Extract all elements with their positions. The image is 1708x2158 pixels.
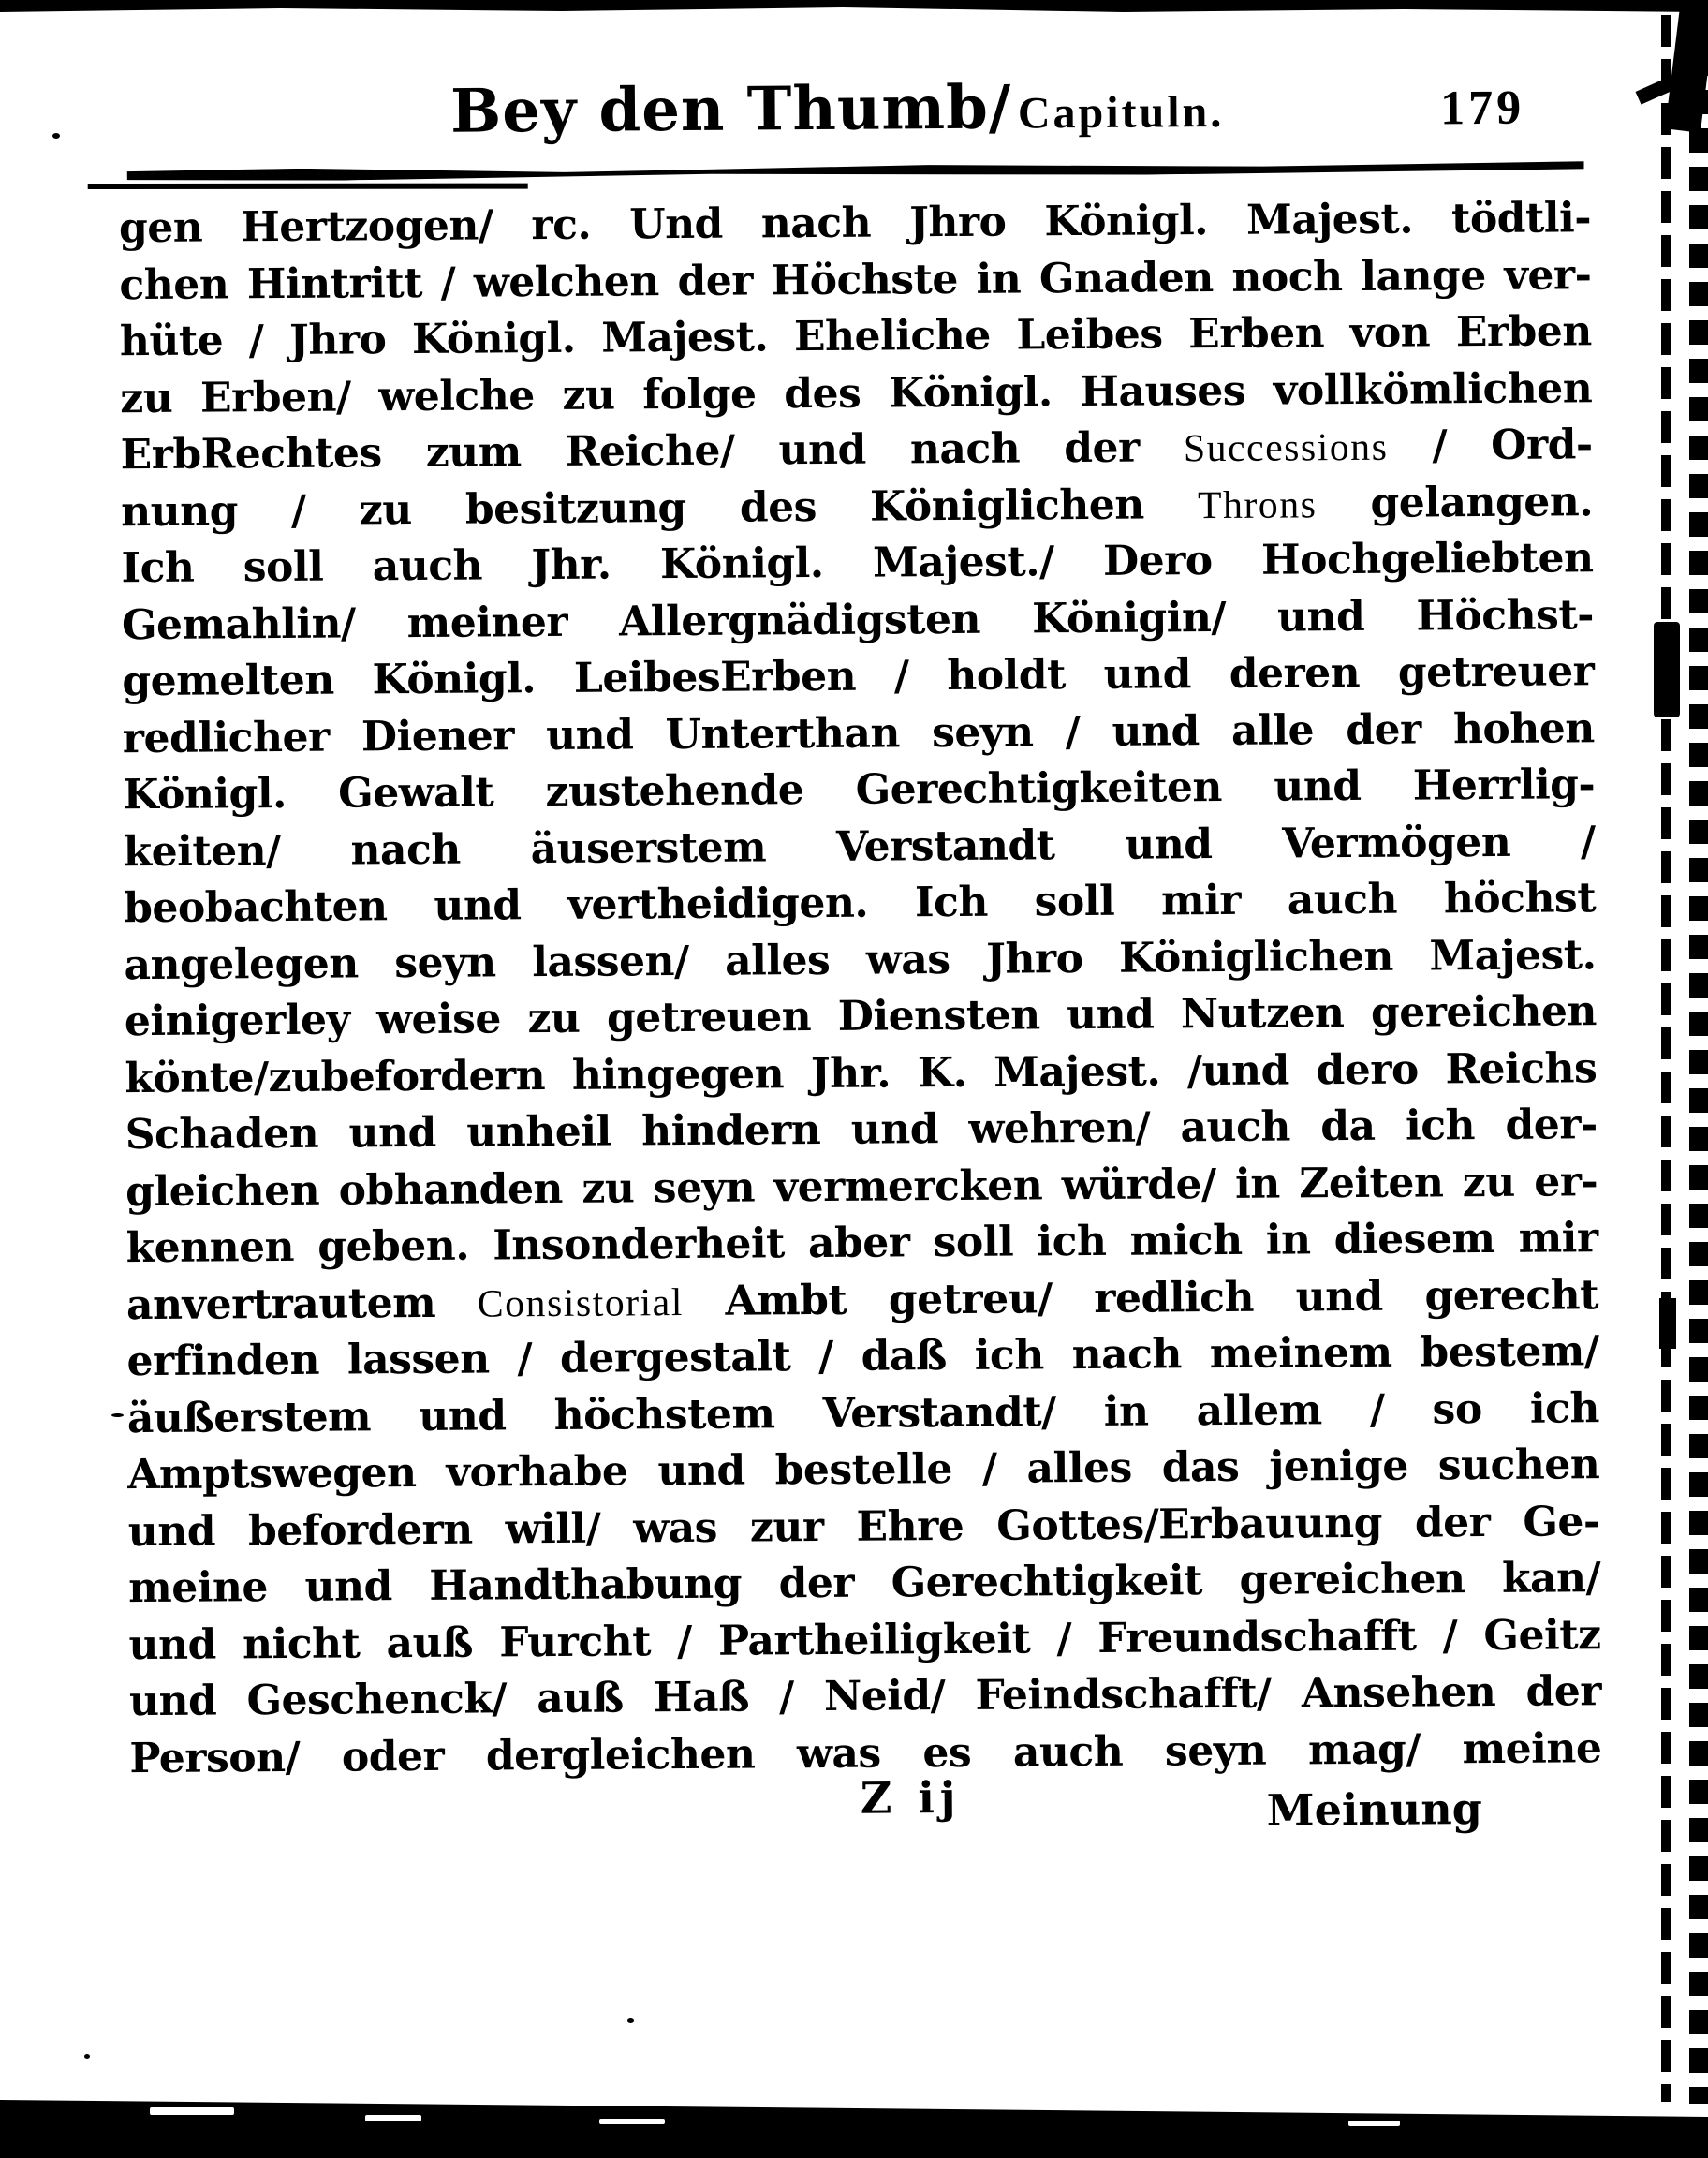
catchword: Meinung — [1266, 1783, 1483, 1836]
fraktur-segment: Königl. Gewalt zustehende Gerechtigkeiten und Herrlig- — [123, 761, 1596, 820]
fraktur-segment: angelegen seyn lassen/ alles was Jhro Königlichen Majest. — [124, 930, 1597, 989]
fraktur-segment: gleichen obhanden zu seyn vermercken würde/ in Zeiten zu er- — [125, 1157, 1598, 1216]
text-line-26 — [128, 1607, 1600, 1674]
fraktur-segment: gelangen. — [1317, 477, 1594, 527]
fraktur-segment: nung / zu besitzung des Königlichen — [120, 480, 1199, 536]
fraktur-segment: einigerley weise zu getreuen Diensten und Nutzen gereichen — [124, 987, 1598, 1046]
fraktur-segment: erfinden lassen / dergestalt / daß ich nach meinem bestem/ — [126, 1327, 1599, 1386]
fraktur-segment: Amptswegen vorhabe und bestelle / alles das jenige suchen — [127, 1441, 1600, 1500]
text-line-9 — [122, 643, 1594, 710]
header-rule — [127, 159, 1584, 182]
fraktur-segment: hüte / Jhro Königl. Majest. Eheliche Leibes Erben von Erben — [119, 307, 1593, 366]
fraktur-segment: redlicher Diener und Unterthan seyn / und alle der hohen — [122, 703, 1595, 762]
text-line-1 — [119, 190, 1591, 257]
fraktur-segment: Ich soll auch Jhr. Königl. Majest./ Dero Hochgeliebten — [121, 534, 1594, 593]
antiqua-segment: Consistorial — [477, 1280, 684, 1326]
paper-speck — [150, 2107, 234, 2115]
paper-speck — [599, 2119, 665, 2124]
fraktur-segment: Person/ oder dergleichen was es auch seyn mag/ meine — [129, 1723, 1602, 1782]
text-line-15 — [125, 983, 1597, 1050]
text-line-22 — [127, 1381, 1599, 1447]
text-line-5 — [121, 417, 1593, 483]
fraktur-segment: äußerstem und höchstem Verstandt/ in allem / so ich — [126, 1383, 1600, 1442]
text-line-7 — [121, 530, 1593, 597]
text-line-21 — [126, 1323, 1598, 1390]
fraktur-segment: Gemahlin/ meiner Allergnädigsten Königin/ und Höchst- — [121, 590, 1595, 649]
text-line-4 — [120, 361, 1592, 427]
fraktur-segment: und befordern will/ was zur Ehre Gottes/Erbauung der Ge- — [127, 1497, 1600, 1556]
running-head-title-antiqua: Capituln. — [1017, 86, 1225, 139]
text-line-23 — [127, 1437, 1599, 1503]
fraktur-segment: chen Hintritt / welchen der Höchste in Gnaden noch lange ver- — [119, 250, 1592, 309]
text-line-2 — [119, 247, 1591, 314]
signature-mark: Z ij — [860, 1771, 962, 1824]
signature-row — [130, 1767, 1603, 1862]
text-line-17 — [125, 1097, 1598, 1163]
running-head — [450, 71, 1225, 147]
fraktur-segment: Schaden und unheil hindern und wehren/ auch da ich der- — [125, 1101, 1598, 1160]
running-head-title: Bey den Thumb/ — [449, 72, 1012, 147]
text-line-6 — [121, 474, 1593, 540]
fraktur-segment: meine und Handthabung der Gerechtigkeit gereichen kan/ — [127, 1554, 1601, 1613]
fraktur-segment: und Geschenck/ auß Haß / Neid/ Feindschafft/ Ansehen der — [128, 1667, 1602, 1726]
header-rule-secondary — [88, 184, 528, 189]
fraktur-segment: ErbRechtes zum Reiche/ und nach der — [120, 423, 1185, 480]
text-line-19 — [125, 1210, 1598, 1277]
fraktur-segment: könte/zubefordern hingegen Jhr. K. Majest. /und dero Reichs — [125, 1043, 1598, 1102]
fraktur-segment: gen Hertzogen/ rc. Und nach Jhro Königl. Majest. tödtli- — [118, 194, 1592, 253]
fraktur-segment: / Ord- — [1388, 421, 1593, 470]
text-line-16 — [125, 1041, 1597, 1107]
text-line-27 — [129, 1663, 1601, 1730]
text-line-24 — [128, 1494, 1600, 1560]
body-text — [119, 190, 1602, 1787]
fraktur-segment: und nicht auß Furcht / Partheiligkeit / Freundschafft / Geitz — [128, 1610, 1601, 1669]
fraktur-segment: beobachten und vertheidigen. Ich soll mir auch höchst — [123, 874, 1597, 933]
fraktur-segment: anvertrautem — [125, 1279, 478, 1329]
fraktur-segment: Ambt getreu/ redlich und gerecht — [683, 1270, 1599, 1325]
paper-speck — [1348, 2121, 1400, 2126]
text-line-14 — [124, 927, 1596, 994]
fraktur-segment: zu Erben/ welche zu folge des Königl. Hauses vollkömlichen — [120, 363, 1593, 422]
antiqua-segment: Throns — [1197, 482, 1318, 527]
fraktur-segment: gemelten Königl. LeibesErben / holdt und deren getreuer — [122, 647, 1595, 706]
antiqua-segment: Successions — [1183, 425, 1389, 471]
text-line-13 — [124, 870, 1596, 937]
fraktur-segment: kennen geben. Insonderheit aber soll ich mich in diesem mir — [125, 1214, 1598, 1273]
fraktur-segment: keiten/ nach äuserstem Verstandt und Vermögen / — [123, 817, 1596, 876]
text-line-20 — [126, 1267, 1598, 1334]
text-line-10 — [123, 701, 1595, 767]
text-line-25 — [128, 1550, 1600, 1617]
text-line-3 — [120, 303, 1592, 370]
page-number: 179 — [1439, 81, 1525, 136]
text-line-11 — [123, 757, 1595, 823]
text-line-12 — [123, 814, 1595, 880]
text-line-8 — [122, 587, 1594, 654]
text-line-18 — [125, 1154, 1598, 1220]
paper-speck — [365, 2115, 421, 2121]
